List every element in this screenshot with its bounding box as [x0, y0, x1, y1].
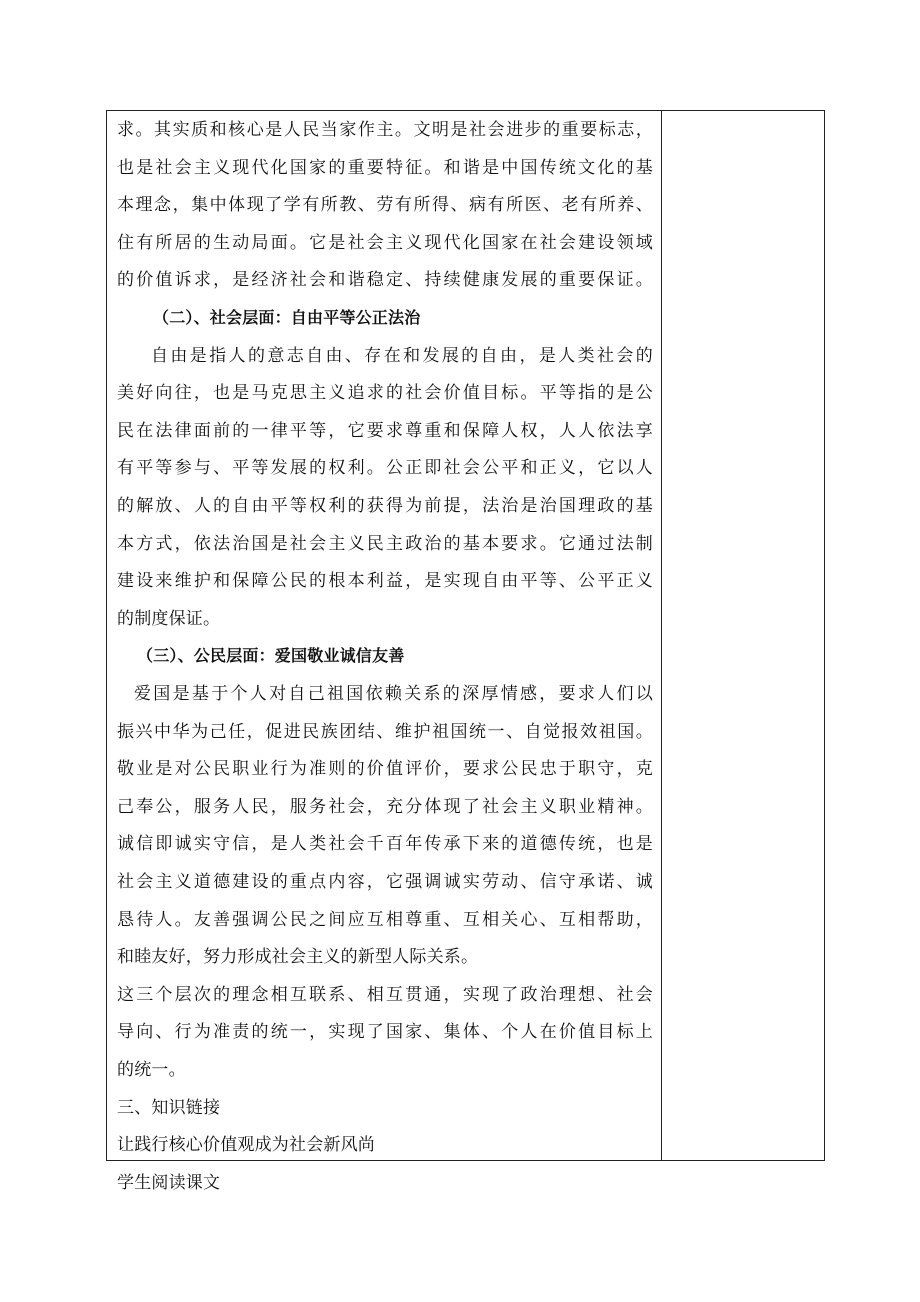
text-line: 也是社会主义现代化国家的重要特征。和谐是中国传统文化的基	[117, 158, 653, 178]
text-line: 让践行核心价值观成为社会新风尚	[117, 1135, 375, 1155]
notes-cell	[663, 111, 824, 1160]
text-line: 恳待人。友善强调公民之间应互相尊重、互相关心、互相帮助，	[117, 910, 653, 930]
text-line: 学生阅读课文	[117, 1173, 221, 1193]
text-line: 的制度保证。	[117, 609, 221, 629]
text-line: 和睦友好，努力形成社会主义的新型人际关系。	[117, 947, 479, 967]
text-line: 的价值诉求，是经济社会和谐稳定、持续健康发展的重要保证。	[117, 270, 653, 290]
text-line: 爱国是基于个人对自己祖国依赖关系的深厚情感，要求人们以	[134, 684, 653, 704]
text-line: 诚信即诚实守信，是人类社会千百年传承下来的道德传统，也是	[117, 834, 653, 854]
text-line: 本理念，集中体现了学有所教、劳有所得、病有所医、老有所养、	[117, 195, 653, 215]
section-heading: （二）、社会层面：自由平等公正法治	[153, 308, 421, 327]
text-line: 振兴中华为己任，促进民族团结、维护祖国统一、自觉报效祖国。	[117, 722, 653, 742]
text-line: 三、知识链接	[117, 1098, 221, 1118]
text-line: 自由是指人的意志自由、存在和发展的自由，是人类社会的	[151, 346, 653, 366]
text-line: 这三个层次的理念相互联系、相互贯通，实现了政治理想、社会	[117, 985, 653, 1005]
text-line: 民在法律面前的一律平等，它要求尊重和保障人权，人人依法享	[117, 421, 653, 441]
text-line: 的统一。	[117, 1060, 186, 1080]
text-line: 本方式，依法治国是社会主义民主政治的基本要求。它通过法制	[117, 534, 653, 554]
text-line: 住有所居的生动局面。它是社会主义现代化国家在社会建设领域	[117, 233, 653, 253]
text-line: 的解放、人的自由平等权利的获得为前提，法治是治国理政的基	[117, 496, 653, 516]
text-line: 有平等参与、平等发展的权利。公正即社会公平和正义，它以人	[117, 458, 653, 478]
text-line: 建设来维护和保障公民的根本利益，是实现自由平等、公平正义	[117, 571, 653, 591]
column-divider	[661, 111, 662, 1160]
text-line: 美好向往，也是马克思主义追求的社会价值目标。平等指的是公	[117, 383, 653, 403]
text-line: 敬业是对公民职业行为准则的价值评价，要求公民忠于职守，克	[117, 759, 653, 779]
text-line: 求。其实质和核心是人民当家作主。文明是社会进步的重要标志，	[117, 120, 653, 140]
text-line: 社会主义道德建设的重点内容，它强调诚实劳动、信守承诺、诚	[117, 872, 653, 892]
document-table	[106, 110, 825, 1193]
text-line: 己奉公，服务人民，服务社会，充分体现了社会主义职业精神。	[117, 797, 653, 817]
text-line: 导向、行为准责的统一，实现了国家、集体、个人在价值目标上	[117, 1022, 653, 1042]
section-heading: （三）、公民层面：爱国敬业诚信友善	[137, 646, 405, 665]
